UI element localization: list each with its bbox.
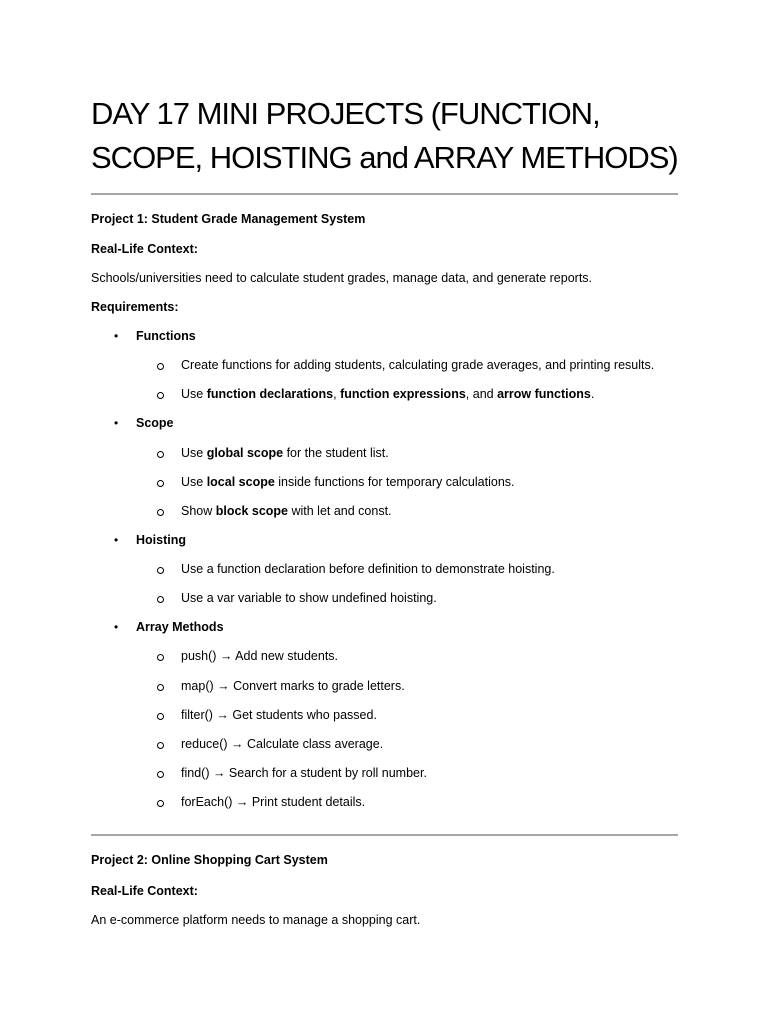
circle-bullet-icon xyxy=(157,363,164,370)
array-method-item: find() → Search for a student by roll number. xyxy=(181,766,427,780)
section-divider xyxy=(91,834,678,836)
scope-label: Scope xyxy=(136,416,174,430)
project-1-heading: Project 1: Student Grade Management System xyxy=(91,212,366,226)
functions-label: Functions xyxy=(136,329,196,343)
project-2-context-text: An e-commerce platform needs to manage a shopping cart. xyxy=(91,913,421,927)
circle-bullet-icon xyxy=(157,392,164,399)
circle-bullet-icon xyxy=(157,654,164,661)
document-title: DAY 17 MINI PROJECTS (FUNCTION, SCOPE, HOISTING and ARRAY METHODS) xyxy=(91,96,678,175)
bullet-icon: • xyxy=(114,620,119,634)
array-method-item: forEach() → Print student details. xyxy=(181,795,366,809)
scope-item-2: Use local scope inside functions for temporary calculations. xyxy=(181,475,515,489)
functions-item-1: Create functions for adding students, calculating grade averages, and printing results. xyxy=(181,358,655,372)
array-method-item: reduce() → Calculate class average. xyxy=(181,737,384,751)
project-1-requirements-label: Requirements: xyxy=(91,300,179,314)
function-expressions-text: function expressions xyxy=(340,387,466,401)
circle-bullet-icon xyxy=(157,742,164,749)
function-declarations-text: function declarations xyxy=(206,387,334,401)
project-1-context-label: Real-Life Context: xyxy=(91,242,198,256)
functions-item-2: Use function declarations, function expressions, and arrow functions. xyxy=(181,387,595,401)
circle-bullet-icon xyxy=(157,771,164,778)
bullet-icon: • xyxy=(114,416,119,430)
circle-bullet-icon xyxy=(157,800,164,807)
array-method-item: push() → Add new students. xyxy=(181,649,339,663)
array-method-item: filter() → Get students who passed. xyxy=(181,708,377,722)
scope-item-1: Use global scope for the student list. xyxy=(181,446,389,460)
circle-bullet-icon xyxy=(157,567,164,574)
circle-bullet-icon xyxy=(157,451,164,458)
circle-bullet-icon xyxy=(157,684,164,691)
project-1-context-text: Schools/universities need to calculate student grades, manage data, and generate reports. xyxy=(91,271,593,285)
section-divider xyxy=(91,193,678,195)
scope-item-3: Show block scope with let and const. xyxy=(181,504,392,518)
circle-bullet-icon xyxy=(157,713,164,720)
project-2-heading: Project 2: Online Shopping Cart System xyxy=(91,853,328,867)
hoisting-label: Hoisting xyxy=(136,533,186,547)
arrow-functions-text: arrow functions xyxy=(497,387,591,401)
bullet-icon: • xyxy=(114,329,119,343)
hoisting-item-1: Use a function declaration before definition to demonstrate hoisting. xyxy=(181,562,555,576)
circle-bullet-icon xyxy=(157,509,164,516)
bullet-icon: • xyxy=(114,533,119,547)
array-methods-label: Array Methods xyxy=(136,620,224,634)
circle-bullet-icon xyxy=(157,596,164,603)
circle-bullet-icon xyxy=(157,480,164,487)
array-method-item: map() → Convert marks to grade letters. xyxy=(181,679,405,693)
project-2-context-label: Real-Life Context: xyxy=(91,884,198,898)
hoisting-item-2: Use a var variable to show undefined hoisting. xyxy=(181,591,437,605)
